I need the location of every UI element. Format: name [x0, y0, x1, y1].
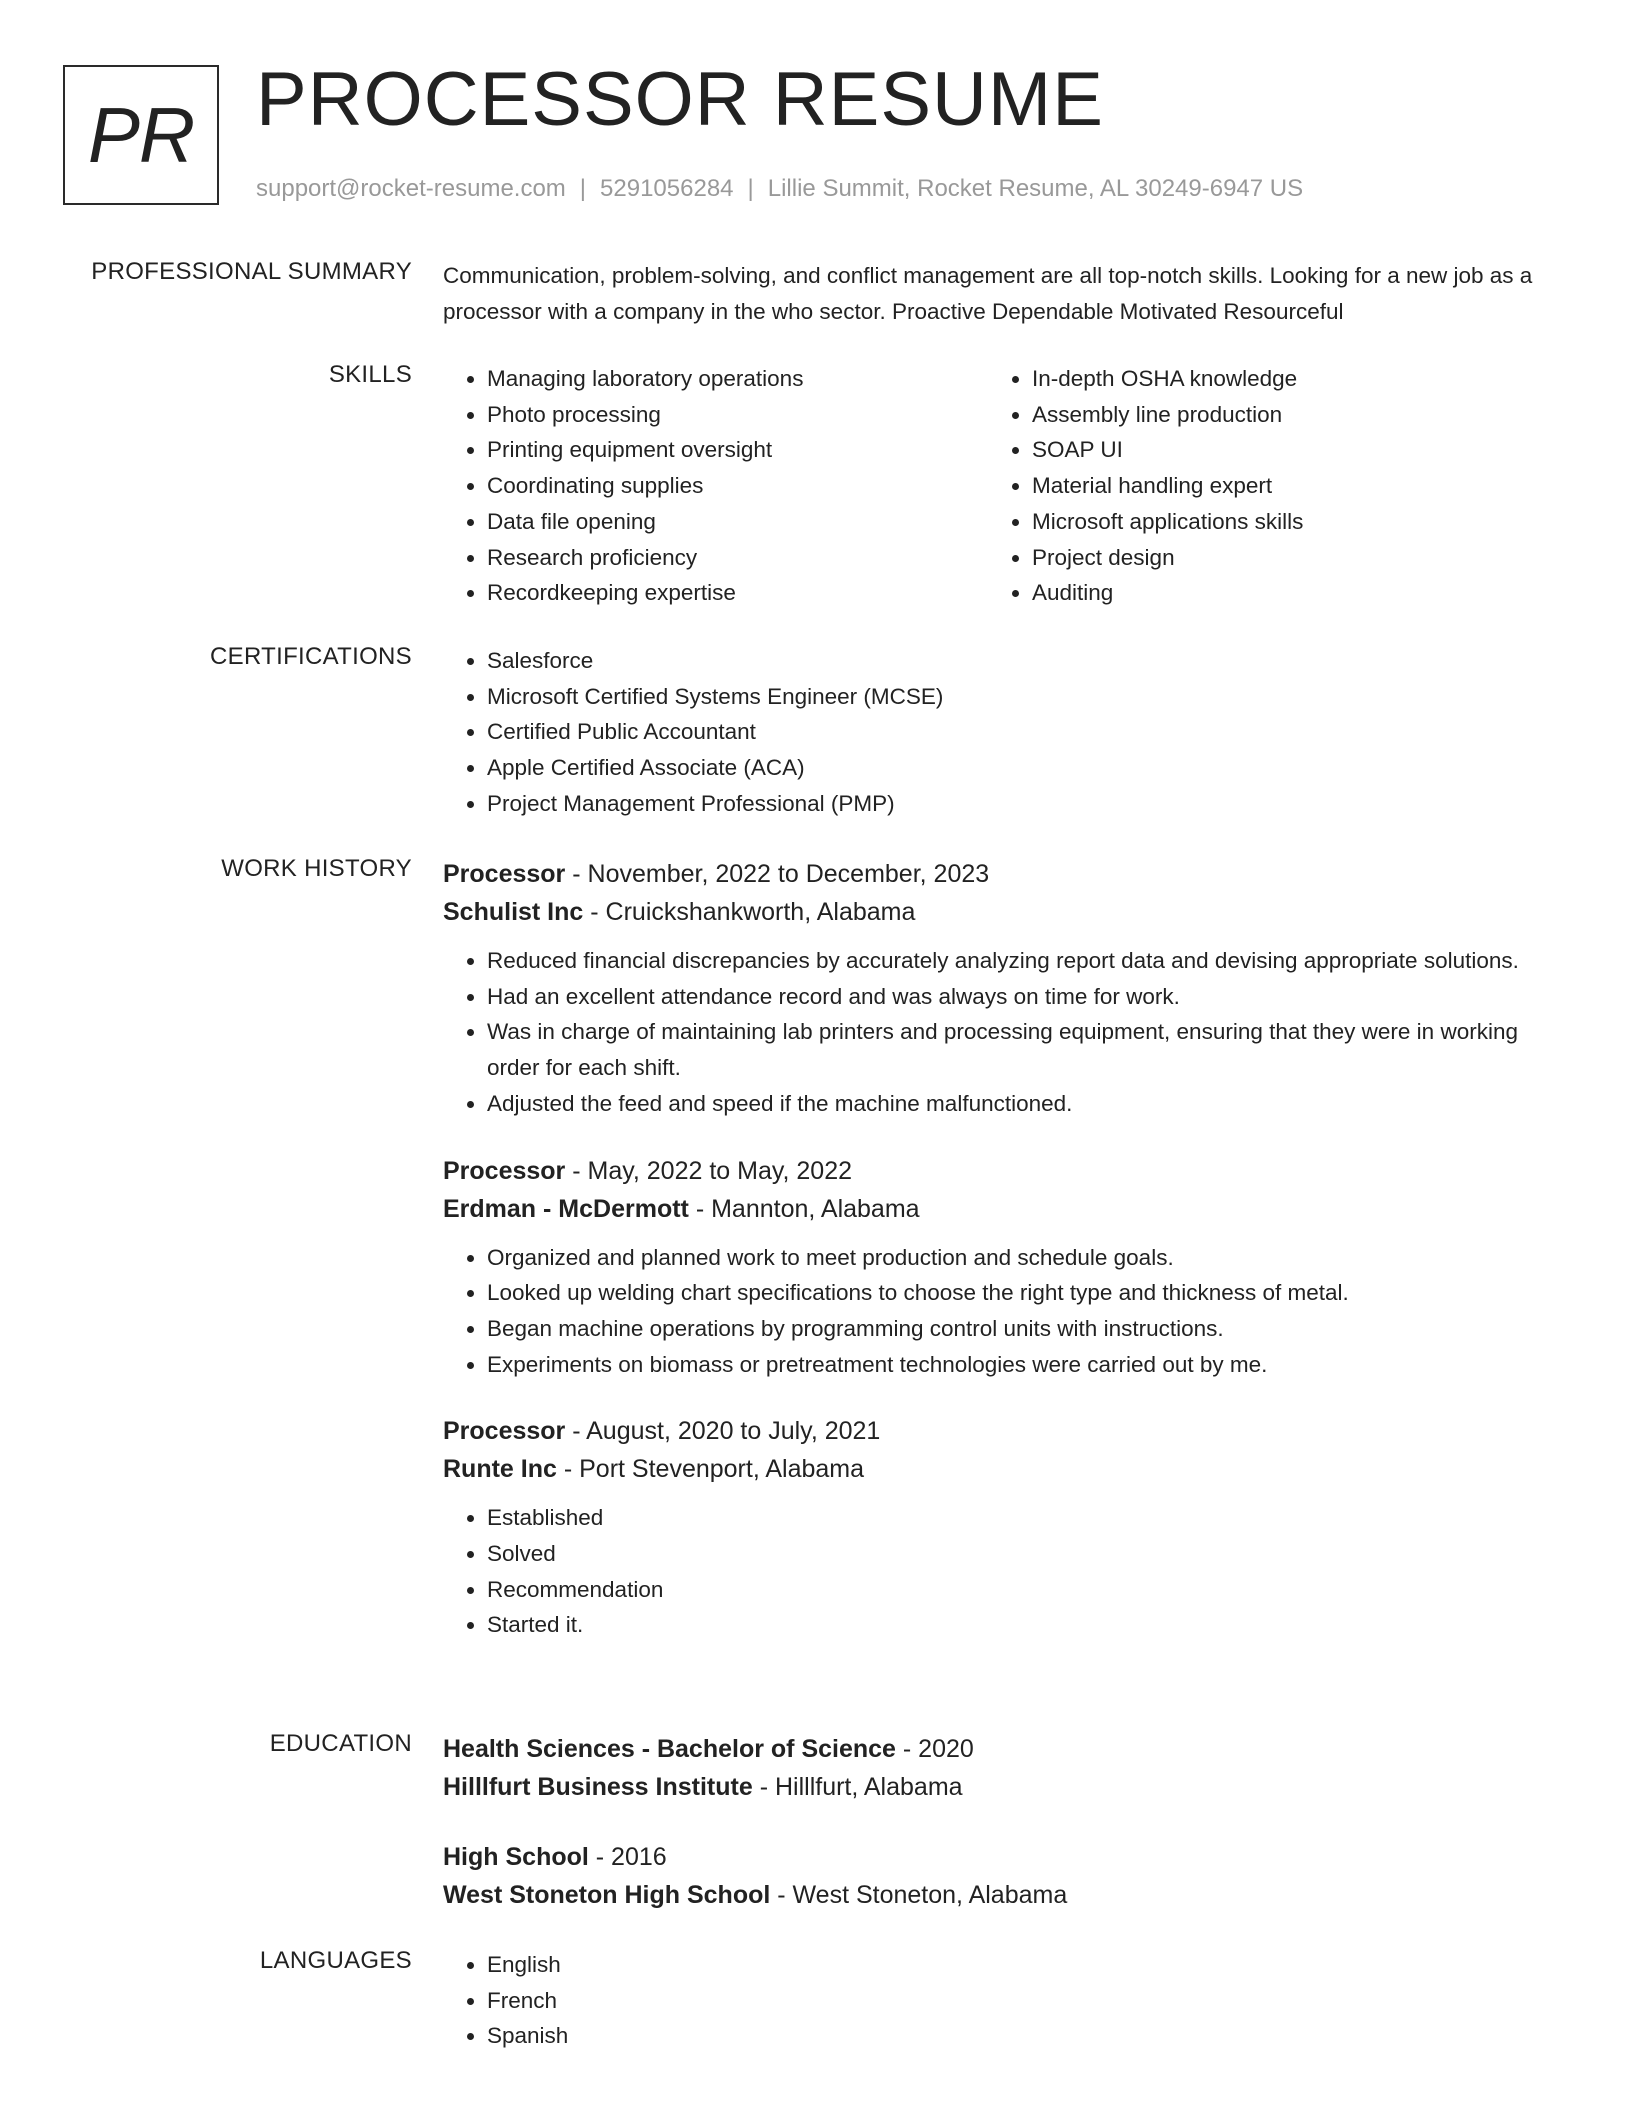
job-heading — [443, 1412, 1563, 1450]
education-degree-line — [443, 1730, 1563, 1768]
skill-item: • Managing laboratory operations — [487, 361, 988, 397]
job-bullet-list — [443, 943, 1563, 1122]
certifications-body — [443, 643, 1563, 822]
skills-column-right — [988, 361, 1533, 611]
certification-item: • Project Management Professional (PMP) — [487, 786, 1563, 822]
contact-line — [256, 175, 1303, 203]
education-year: - 2020 — [895, 1735, 974, 1763]
job-bullet: • Recommendation — [487, 1572, 1563, 1608]
summary-body — [443, 258, 1563, 330]
job-role: Processor — [443, 860, 566, 888]
certification-item: • Microsoft Certified Systems Engineer (MCSE) — [487, 679, 1563, 715]
job-dates: - May, 2022 to May, 2022 — [565, 1156, 853, 1185]
skills-column-left — [443, 361, 988, 611]
education-school: West Stoneton High School — [443, 1881, 771, 1909]
job-company-name: Runte Inc — [443, 1455, 557, 1484]
skills-body — [443, 361, 1563, 611]
job-employer — [443, 1450, 1563, 1488]
job-location: - Port Stevenport, Alabama — [556, 1455, 865, 1484]
skill-item: • Recordkeeping expertise — [487, 575, 988, 611]
contact-phone[interactable]: 5291056284 — [600, 175, 734, 202]
language-item: • Spanish — [487, 2018, 1563, 2054]
section-title-skills: SKILLS — [328, 361, 412, 388]
certification-item: • Salesforce — [487, 643, 1563, 679]
contact-separator: | — [747, 175, 754, 202]
job-company-name: Erdman - McDermott — [443, 1194, 689, 1223]
education-year: - 2016 — [588, 1843, 667, 1871]
job-role: Processor — [443, 1417, 566, 1446]
job-entry — [443, 855, 1563, 1122]
job-bullet: • Established — [487, 1500, 1563, 1536]
job-heading — [443, 1152, 1563, 1190]
job-heading — [443, 855, 1563, 893]
education-degree: Health Sciences - Bachelor of Science — [443, 1735, 896, 1763]
education-school-line — [443, 1768, 1563, 1806]
work-history-body — [443, 855, 1563, 1643]
resume-title: PROCESSOR RESUME — [256, 57, 1104, 142]
certification-item: • Apple Certified Associate (ACA) — [487, 750, 1563, 786]
skill-item: • Assembly line production — [1032, 397, 1533, 433]
monogram-badge: PR — [63, 65, 219, 205]
section-title-education: EDUCATION — [269, 1730, 412, 1757]
skill-item: • Photo processing — [487, 397, 988, 433]
education-degree-line — [443, 1838, 1563, 1876]
job-company-name: Schulist Inc — [443, 898, 584, 926]
job-employer — [443, 893, 1563, 931]
contact-separator: | — [579, 175, 587, 202]
job-location: - Cruickshankworth, Alabama — [583, 898, 916, 926]
job-bullet: • Was in charge of maintaining lab printers and processing equipment, ensuring that they were in working order for each shift. — [487, 1014, 1563, 1085]
education-location: - Hilllfurt, Alabama — [752, 1773, 963, 1801]
job-bullet: • Organized and planned work to meet production and schedule goals. — [487, 1240, 1563, 1276]
summary-text: Communication, problem-solving, and conflict management are all top-notch skills. Looking for a new job as a processor with a company in the who sector. Proactive Dependable Motivated Resourceful — [443, 263, 1533, 324]
job-location: - Mannton, Alabama — [688, 1194, 920, 1223]
job-bullet: • Experiments on biomass or pretreatment technologies were carried out by me. — [487, 1347, 1563, 1383]
job-bullet: • Reduced financial discrepancies by accurately analyzing report data and devising appropriate solutions. — [487, 943, 1563, 979]
skill-item: • Data file opening — [487, 504, 988, 540]
job-bullet: • Had an excellent attendance record and was always on time for work. — [487, 979, 1563, 1015]
job-entry — [443, 1412, 1563, 1643]
skill-item: • Microsoft applications skills — [1032, 504, 1533, 540]
language-item: • French — [487, 1983, 1563, 2019]
education-location: - West Stoneton, Alabama — [770, 1881, 1068, 1909]
education-school: Hilllfurt Business Institute — [443, 1773, 753, 1801]
education-entry — [443, 1730, 1563, 1806]
job-employer — [443, 1190, 1563, 1228]
job-dates: - August, 2020 to July, 2021 — [565, 1417, 881, 1446]
skill-item: • Research proficiency — [487, 540, 988, 576]
section-title-summary: PROFESSIONAL SUMMARY — [91, 258, 412, 285]
skill-item: • Printing equipment oversight — [487, 432, 988, 468]
job-bullet-list — [443, 1500, 1563, 1643]
certification-item: • Certified Public Accountant — [487, 714, 1563, 750]
section-title-certifications: CERTIFICATIONS — [210, 643, 412, 670]
job-bullet: • Started it. — [487, 1607, 1563, 1643]
language-item: • English — [487, 1947, 1563, 1983]
education-body — [443, 1730, 1563, 1914]
skill-item: • Project design — [1032, 540, 1533, 576]
skill-item: • Material handling expert — [1032, 468, 1533, 504]
job-bullet: • Adjusted the feed and speed if the machine malfunctioned. — [487, 1086, 1563, 1122]
section-title-work-history: WORK HISTORY — [221, 855, 412, 882]
section-title-languages: LANGUAGES — [259, 1947, 412, 1974]
education-school-line — [443, 1876, 1563, 1914]
contact-address: Lillie Summit, Rocket Resume, AL 30249-6947 US — [767, 175, 1304, 202]
languages-body — [443, 1947, 1563, 2054]
job-bullet: • Solved — [487, 1536, 1563, 1572]
education-entry — [443, 1838, 1563, 1914]
job-bullet: • Began machine operations by programming control units with instructions. — [487, 1311, 1563, 1347]
skill-item: • Coordinating supplies — [487, 468, 988, 504]
job-bullet: • Looked up welding chart specifications to choose the right type and thickness of metal. — [487, 1275, 1563, 1311]
skill-item: • Auditing — [1032, 575, 1533, 611]
education-degree: High School — [443, 1843, 589, 1871]
job-dates: - November, 2022 to December, 2023 — [565, 860, 990, 888]
job-bullet-list — [443, 1240, 1563, 1383]
job-role: Processor — [443, 1156, 566, 1185]
contact-email[interactable]: support@rocket-resume.com — [256, 175, 566, 202]
job-entry — [443, 1152, 1563, 1383]
skill-item: • SOAP UI — [1032, 432, 1533, 468]
skill-item: • In-depth OSHA knowledge — [1032, 361, 1533, 397]
